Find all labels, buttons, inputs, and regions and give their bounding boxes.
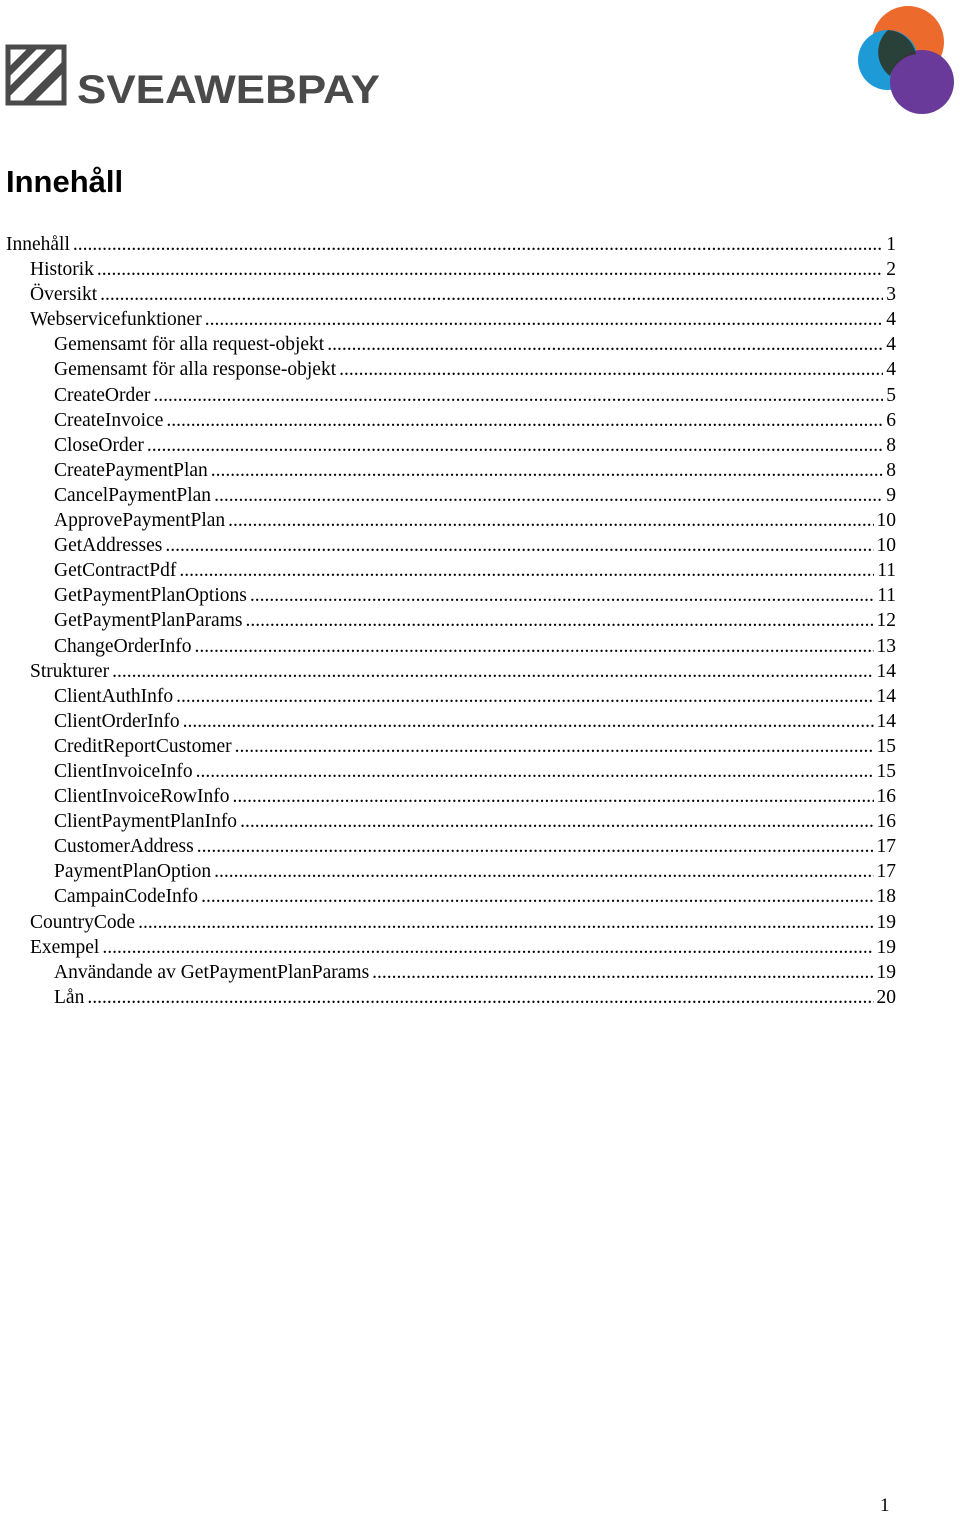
toc-dot-leader xyxy=(102,935,873,960)
toc-entry[interactable] xyxy=(6,558,896,583)
toc-entry-page: 14 xyxy=(876,710,896,732)
toc-entry-page: 5 xyxy=(886,384,896,406)
toc-entry[interactable] xyxy=(6,985,896,1010)
toc-entry-page: 17 xyxy=(876,861,896,883)
toc-entry-title: Användande av GetPaymentPlanParams xyxy=(54,961,370,983)
toc-dot-leader xyxy=(211,458,883,483)
toc-entry[interactable] xyxy=(6,483,896,508)
toc-entry[interactable] xyxy=(6,634,896,659)
toc-entry[interactable] xyxy=(6,583,896,608)
toc-dot-leader xyxy=(147,433,883,458)
overlapping-circles-icon xyxy=(850,2,960,116)
toc-entry[interactable] xyxy=(6,935,896,960)
toc-entry-page: 8 xyxy=(886,459,896,481)
toc-entry[interactable] xyxy=(6,659,896,684)
toc-entry-page: 12 xyxy=(876,610,896,632)
toc-dot-leader xyxy=(176,684,873,709)
toc-entry-page: 17 xyxy=(876,836,896,858)
toc-entry[interactable] xyxy=(6,533,896,558)
table-of-contents xyxy=(6,232,896,1010)
toc-dot-leader xyxy=(339,357,883,382)
toc-entry-title: Historik xyxy=(30,259,94,281)
toc-dot-leader xyxy=(327,332,883,357)
toc-entry-title: GetAddresses xyxy=(54,535,163,557)
toc-dot-leader xyxy=(196,759,874,784)
toc-entry-page: 15 xyxy=(876,760,896,782)
toc-entry-page: 2 xyxy=(886,259,896,281)
toc-entry-title: CustomerAddress xyxy=(54,836,194,858)
toc-entry-page: 18 xyxy=(876,886,896,908)
toc-entry-title: Exempel xyxy=(30,936,100,958)
toc-entry[interactable] xyxy=(6,759,896,784)
toc-entry[interactable] xyxy=(6,332,896,357)
toc-dot-leader xyxy=(201,884,873,909)
toc-entry-title: ClientOrderInfo xyxy=(54,710,180,732)
toc-dot-leader xyxy=(73,232,883,257)
toc-dot-leader xyxy=(228,508,873,533)
toc-entry[interactable] xyxy=(6,307,896,332)
toc-entry[interactable] xyxy=(6,508,896,533)
toc-entry-title: Innehåll xyxy=(6,234,70,255)
toc-entry-title: ClientInvoiceRowInfo xyxy=(54,786,230,808)
toc-dot-leader xyxy=(87,985,873,1010)
toc-entry[interactable] xyxy=(6,257,896,282)
toc-entry-page: 14 xyxy=(876,685,896,707)
toc-entry[interactable] xyxy=(6,433,896,458)
toc-entry[interactable] xyxy=(6,232,896,257)
toc-entry-page: 4 xyxy=(886,359,896,381)
toc-entry-title: ChangeOrderInfo xyxy=(54,635,192,657)
toc-entry-title: Webservicefunktioner xyxy=(30,309,202,331)
toc-entry-title: CancelPaymentPlan xyxy=(54,484,212,506)
toc-dot-leader xyxy=(205,307,884,332)
toc-entry[interactable] xyxy=(6,859,896,884)
toc-dot-leader xyxy=(166,408,883,433)
toc-dot-leader xyxy=(153,383,883,408)
toc-entry-title: CountryCode xyxy=(30,911,136,933)
toc-entry-title: ClientPaymentPlanInfo xyxy=(54,811,238,833)
toc-entry-title: CreateOrder xyxy=(54,384,151,406)
toc-entry-page: 14 xyxy=(876,660,896,682)
toc-dot-leader xyxy=(112,659,873,684)
toc-dot-leader xyxy=(138,910,873,935)
toc-entry-page: 6 xyxy=(886,409,896,431)
toc-entry-page: 11 xyxy=(877,560,896,582)
toc-entry-page: 1 xyxy=(886,234,896,255)
toc-entry-page: 16 xyxy=(876,811,896,833)
toc-entry-title: Gemensamt för alla response-objekt xyxy=(54,359,337,381)
toc-entry-title: GetPaymentPlanOptions xyxy=(54,585,247,607)
toc-entry-page: 10 xyxy=(876,510,896,532)
toc-entry[interactable] xyxy=(6,809,896,834)
toc-dot-leader xyxy=(183,709,874,734)
toc-dot-leader xyxy=(195,634,874,659)
toc-entry-page: 13 xyxy=(876,635,896,657)
toc-entry[interactable] xyxy=(6,910,896,935)
toc-dot-leader xyxy=(214,859,873,884)
toc-entry[interactable] xyxy=(6,408,896,433)
toc-entry-title: CreditReportCustomer xyxy=(54,735,232,757)
toc-entry[interactable] xyxy=(6,357,896,382)
toc-dot-leader xyxy=(214,483,883,508)
toc-entry-page: 20 xyxy=(876,986,896,1008)
toc-entry[interactable] xyxy=(6,734,896,759)
toc-heading: Innehåll xyxy=(6,164,124,199)
toc-entry-title: Strukturer xyxy=(30,660,110,682)
toc-entry-title: CreateInvoice xyxy=(54,409,164,431)
toc-entry-title: CreatePaymentPlan xyxy=(54,459,208,481)
toc-entry-title: GetPaymentPlanParams xyxy=(54,610,243,632)
toc-entry[interactable] xyxy=(6,960,896,985)
toc-entry[interactable] xyxy=(6,834,896,859)
toc-entry-page: 19 xyxy=(876,936,896,958)
toc-entry-title: Lån xyxy=(54,986,85,1008)
toc-entry[interactable] xyxy=(6,282,896,307)
toc-dot-leader xyxy=(232,784,873,809)
toc-dot-leader xyxy=(100,282,883,307)
toc-entry[interactable] xyxy=(6,709,896,734)
toc-entry-title: ClientAuthInfo xyxy=(54,685,174,707)
toc-entry-page: 15 xyxy=(876,735,896,757)
toc-entry-page: 10 xyxy=(876,535,896,557)
toc-entry-title: ClientInvoiceInfo xyxy=(54,760,193,782)
toc-dot-leader xyxy=(240,809,873,834)
toc-entry-page: 3 xyxy=(886,284,896,306)
toc-entry-page: 9 xyxy=(886,484,896,506)
toc-dot-leader xyxy=(372,960,873,985)
toc-entry[interactable] xyxy=(6,884,896,909)
toc-entry[interactable] xyxy=(6,784,896,809)
toc-entry-title: GetContractPdf xyxy=(54,560,177,582)
toc-entry-title: Översikt xyxy=(30,284,98,306)
toc-dot-leader xyxy=(179,558,874,583)
toc-dot-leader xyxy=(245,608,873,633)
toc-dot-leader xyxy=(250,583,874,608)
toc-entry[interactable] xyxy=(6,383,896,408)
sveawebpay-logo xyxy=(5,44,385,108)
toc-entry-page: 19 xyxy=(876,911,896,933)
toc-dot-leader xyxy=(235,734,874,759)
toc-entry[interactable] xyxy=(6,458,896,483)
logo-wordmark: SVEAWEBPAY xyxy=(77,68,381,108)
toc-entry-page: 4 xyxy=(886,334,896,356)
toc-entry-title: PaymentPlanOption xyxy=(54,861,212,883)
toc-entry-title: CloseOrder xyxy=(54,434,144,456)
toc-entry-title: CampainCodeInfo xyxy=(54,886,199,908)
toc-entry-page: 8 xyxy=(886,434,896,456)
toc-entry-page: 4 xyxy=(886,309,896,331)
toc-entry-title: ApprovePaymentPlan xyxy=(54,510,226,532)
toc-dot-leader xyxy=(97,257,883,282)
toc-entry-page: 19 xyxy=(876,961,896,983)
toc-dot-leader xyxy=(197,834,874,859)
toc-entry[interactable] xyxy=(6,684,896,709)
toc-dot-leader xyxy=(165,533,873,558)
toc-entry-page: 16 xyxy=(876,786,896,808)
page-number: 1 xyxy=(880,1495,890,1516)
toc-entry[interactable] xyxy=(6,608,896,633)
svea-slash-square-icon xyxy=(8,47,64,103)
toc-entry-title: Gemensamt för alla request-objekt xyxy=(54,334,325,356)
toc-entry-page: 11 xyxy=(877,585,896,607)
